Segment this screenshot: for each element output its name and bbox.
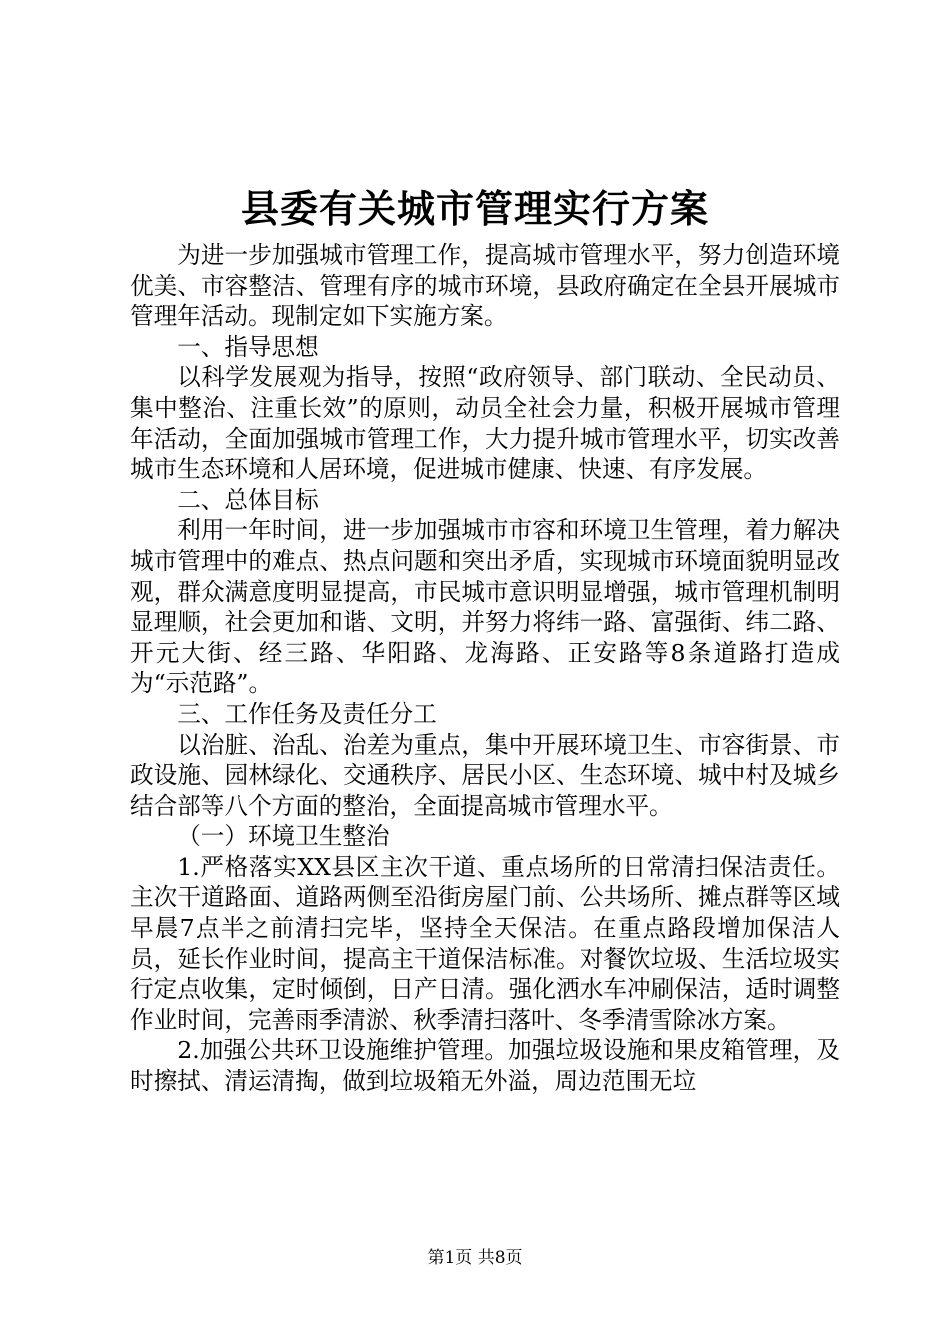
sanitation-item-1-paragraph: 1.严格落实XX县区主次干道、重点场所的日常清扫保洁责任。主次干道路面、道路两侧至沿街房屋门前、公共场所、摊点群等区域早晨7点半之前清扫完毕，坚持全天保洁。在重点路段增加保洁人员，延长作业时间，提高主干道保洁标准。对餐饮垃圾、生活垃圾实行定点收集，定时倾倒，日产日清。强化洒水车冲刷保洁，适时调整作业时间，完善雨季清淤、秋季清扫落叶、冬季清雪除冰方案。 (130, 852, 840, 1034)
sanitation-item-2-paragraph: 2.加强公共环卫设施维护管理。加强垃圾设施和果皮箱管理，及时擦拭、清运清掏，做到垃圾箱无外溢，周边范围无垃 (130, 1036, 840, 1096)
overall-goal-paragraph: 利用一年时间，进一步加强城市市容和环境卫生管理，着力解决城市管理中的难点、热点问题和突出矛盾，实现城市环境面貌明显改观，群众满意度明显提高，市民城市意识明显增强，城市管理机制明显理顺，社会更加和谐、文明，并努力将纬一路、富强街、纬二路、开元大街、经三路、华阳路、龙海路、正安路等8条道路打造成为“示范路”。 (130, 516, 840, 698)
intro-paragraph: 为进一步加强城市管理工作，提高城市管理水平，努力创造环境优美、市容整洁、管理有序的城市环境，县政府确定在全县开展城市管理年活动。现制定如下实施方案。 (130, 241, 840, 331)
document-title: 县委有关城市管理实行方案 (240, 186, 709, 231)
page-footer: 第1页 共8页 (427, 1248, 523, 1268)
section-heading-tasks: 三、工作任务及责任分工 (177, 699, 437, 728)
subsection-heading-sanitation: （一）环境卫生整治 (177, 822, 390, 851)
guiding-ideology-paragraph: 以科学发展观为指导，按照“政府领导、部门联动、全民动员、集中整治、注重长效”的原则，动员全社会力量，积极开展城市管理年活动，全面加强城市管理工作，大力提升城市管理水平，切实改善城市生态环境和人居环境，促进城市健康、快速、有序发展。 (130, 363, 840, 484)
section-heading-guiding-ideology: 一、指导思想 (177, 332, 319, 361)
tasks-paragraph: 以治脏、治乱、治差为重点，集中开展环境卫生、市容街景、市政设施、园林绿化、交通秩序、居民小区、生态环境、城中村及城乡结合部等八个方面的整治，全面提高城市管理水平。 (130, 730, 840, 820)
document-body (130, 240, 840, 1097)
section-heading-overall-goal: 二、总体目标 (177, 485, 319, 514)
